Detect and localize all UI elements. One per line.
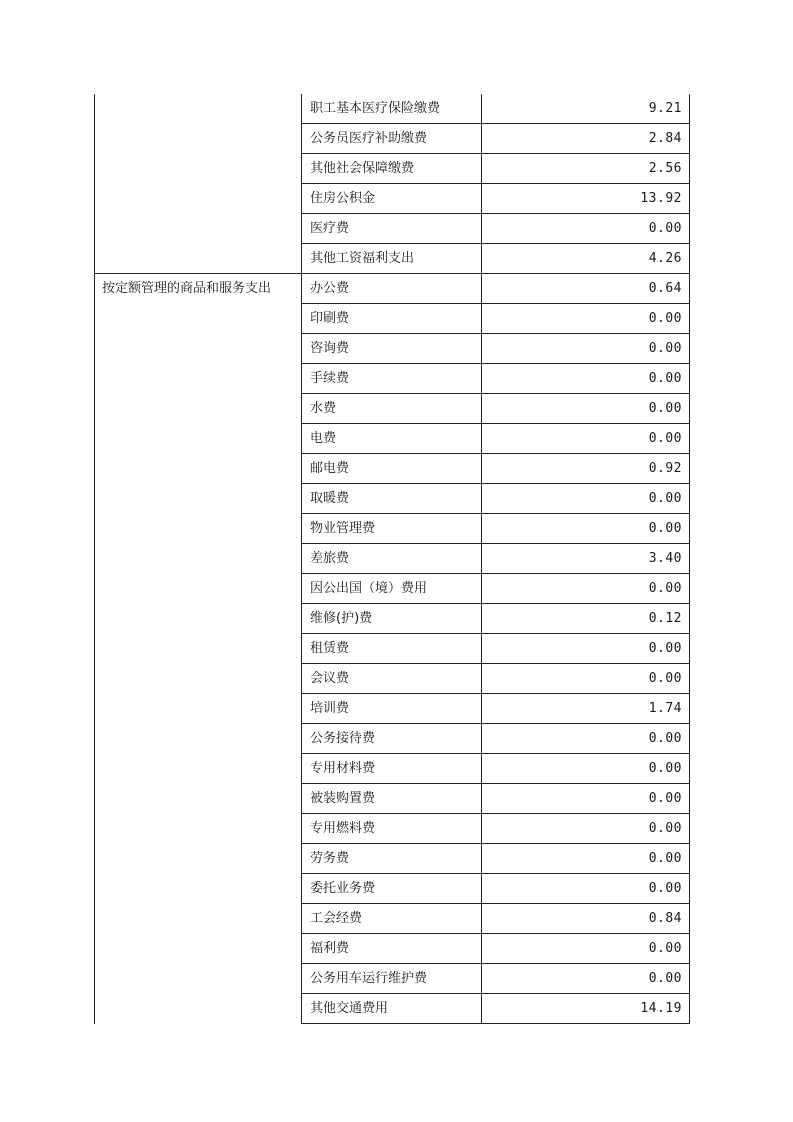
item-name: 咨询费 [310,341,350,356]
table-row [301,424,690,454]
item-value: 4.26 [648,251,682,266]
item-name: 电费 [310,431,337,446]
table-row [301,334,690,364]
item-value: 0.00 [648,401,682,416]
item-name: 手续费 [310,371,350,386]
table-row [301,574,690,604]
item-name: 工会经费 [310,911,363,926]
item-value: 1.74 [648,701,682,716]
item-name: 租赁费 [310,641,350,656]
table-row [301,244,690,274]
item-value: 0.00 [648,491,682,506]
item-value: 0.00 [648,731,682,746]
item-value: 0.00 [648,881,682,896]
item-name: 公务接待费 [310,731,376,746]
item-name: 专用材料费 [310,761,376,776]
item-value: 0.12 [648,611,682,626]
table-row [301,304,690,334]
item-name: 会议费 [310,671,350,686]
table-row [301,724,690,754]
item-value: 2.56 [648,161,682,176]
table-row [301,634,690,664]
item-value: 0.00 [648,371,682,386]
table-row [301,604,690,634]
table-left-border [94,94,95,1024]
item-name: 取暖费 [310,491,350,506]
item-value: 0.00 [648,971,682,986]
table-row [301,904,690,934]
table-row [301,454,690,484]
table-row [301,364,690,394]
table-row [301,814,690,844]
item-value: 0.00 [648,341,682,356]
item-name: 维修(护)费 [310,611,373,626]
item-value: 9.21 [648,101,682,116]
item-value: 0.00 [648,311,682,326]
item-name: 劳务费 [310,851,350,866]
table-row [301,844,690,874]
item-value: 0.00 [648,431,682,446]
table-row [301,514,690,544]
item-name: 印刷费 [310,311,350,326]
item-name: 差旅费 [310,551,350,566]
table-row [301,184,690,214]
table-row [301,664,690,694]
item-name: 邮电费 [310,461,350,476]
table-row [301,154,690,184]
table-row [301,874,690,904]
table-row [301,934,690,964]
table-row [301,124,690,154]
item-value: 0.84 [648,911,682,926]
item-value: 0.00 [648,851,682,866]
table-row [301,754,690,784]
item-value: 13.92 [640,191,682,206]
table-row [301,94,690,124]
item-name: 专用燃料费 [310,821,376,836]
table-row [301,784,690,814]
table-row [301,694,690,724]
table-row [301,544,690,574]
item-value: 0.00 [648,671,682,686]
item-name: 公务员医疗补助缴费 [310,131,428,146]
item-name: 培训费 [310,701,350,716]
item-value: 0.00 [648,521,682,536]
item-value: 0.00 [648,581,682,596]
item-value: 0.64 [648,281,682,296]
item-name: 住房公积金 [310,191,376,206]
item-value: 0.92 [648,461,682,476]
item-value: 0.00 [648,941,682,956]
item-value: 2.84 [648,131,682,146]
item-value: 0.00 [648,791,682,806]
item-name: 水费 [310,401,337,416]
table-row [301,274,690,304]
item-name: 委托业务费 [310,881,376,896]
item-name: 其他交通费用 [310,1001,389,1016]
item-name: 因公出国（境）费用 [310,581,428,596]
table-row [301,394,690,424]
item-name: 其他社会保障缴费 [310,161,415,176]
item-value: 0.00 [648,821,682,836]
item-name: 福利费 [310,941,350,956]
row-divider [301,1023,690,1024]
table-row [301,214,690,244]
item-name: 办公费 [310,281,350,296]
table-row [301,964,690,994]
item-value: 14.19 [640,1001,682,1016]
item-name: 医疗费 [310,221,350,236]
table-row [301,484,690,514]
item-value: 0.00 [648,641,682,656]
item-value: 3.40 [648,551,682,566]
item-name: 职工基本医疗保险缴费 [310,101,441,116]
item-name: 被装购置费 [310,791,376,806]
item-value: 0.00 [648,221,682,236]
item-value: 0.00 [648,761,682,776]
item-name: 公务用车运行维护费 [310,971,428,986]
category-label: 按定额管理的商品和服务支出 [102,281,272,296]
item-name: 物业管理费 [310,521,376,536]
table-row [301,994,690,1024]
item-name: 其他工资福利支出 [310,251,415,266]
